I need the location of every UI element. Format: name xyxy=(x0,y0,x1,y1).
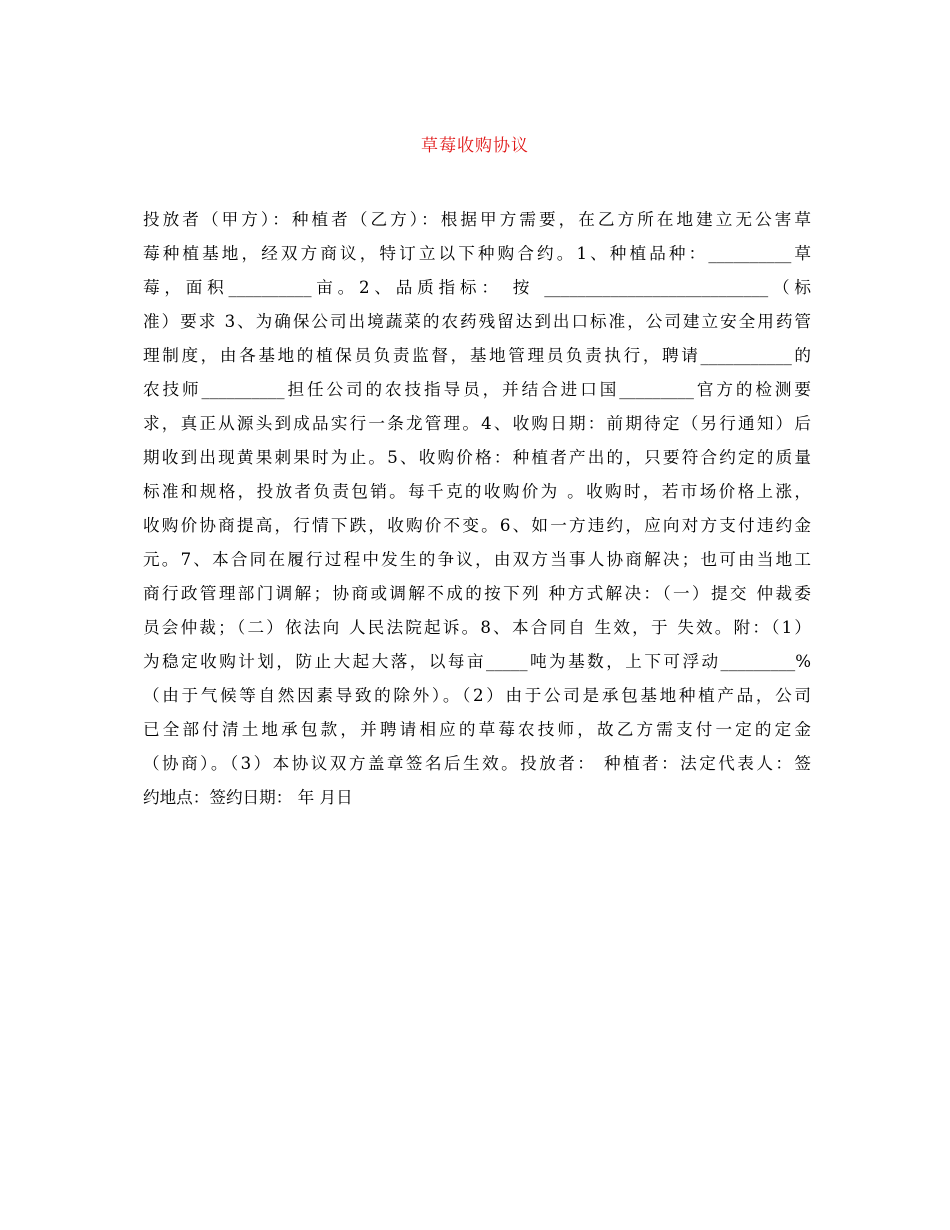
body-line-7: 求，真正从源头到成品实行一条龙管理。4、收购日期：前期待定（另行通知）后 xyxy=(143,414,811,433)
body-line-15: （由于气候等自然因素导致的除外）。（2）由于公司是承包基地种植产品，公司 xyxy=(143,686,811,705)
body-line-11: 元。7、本合同在履行过程中发生的争议，由双方当事人协商解决；也可由当地工 xyxy=(143,550,811,569)
body-line-3: 莓，面积__________亩。2、品质指标： 按 ___________________________（标 xyxy=(143,278,811,297)
body-line-14: 为稳定收购计划，防止大起大落，以每亩_____吨为基数，上下可浮动_________% xyxy=(143,652,811,671)
body-line-5: 理制度，由各基地的植保员负责监督，基地管理员负责执行，聘请___________的 xyxy=(143,346,811,365)
document-title: 草莓收购协议 xyxy=(421,136,529,156)
body-line-1: 投放者（甲方）：种植者（乙方）：根据甲方需要，在乙方所在地建立无公害草 xyxy=(143,210,811,229)
body-line-2: 莓种植基地，经双方商议，特订立以下种购合约。1、种植品种：__________草 xyxy=(143,244,811,263)
body-line-6: 农技师__________担任公司的农技指导员，并结合进口国_________官方的检测要 xyxy=(143,380,811,399)
body-line-4: 准）要求 3、为确保公司出境蔬菜的农药残留达到出口标准，公司建立安全用药管 xyxy=(143,312,811,331)
body-line-12: 商行政管理部门调解；协商或调解不成的按下列 种方式解决：（一）提交 仲裁委 xyxy=(143,584,811,603)
body-line-17: （协商）。（3）本协议双方盖章签名后生效。投放者： 种植者：法定代表人：签 xyxy=(143,754,811,773)
body-line-18: 约地点：签约日期： 年 月日 xyxy=(143,788,353,807)
agreement-body xyxy=(143,203,811,815)
body-line-8: 期收到出现黄果刺果时为止。5、收购价格：种植者产出的，只要符合约定的质量 xyxy=(143,448,811,467)
body-line-9: 标准和规格，投放者负责包销。每千克的收购价为 。收购时，若市场价格上涨， xyxy=(143,482,811,501)
body-line-13: 员会仲裁；（二）依法向 人民法院起诉。8、本合同自 生效，于 失效。附：（1） xyxy=(143,618,811,637)
body-line-16: 已全部付清土地承包款，并聘请相应的草莓农技师，故乙方需支付一定的定金 xyxy=(143,720,811,739)
body-line-10: 收购价协商提高，行情下跌，收购价不变。6、如一方违约，应向对方支付违约金 xyxy=(143,516,811,535)
